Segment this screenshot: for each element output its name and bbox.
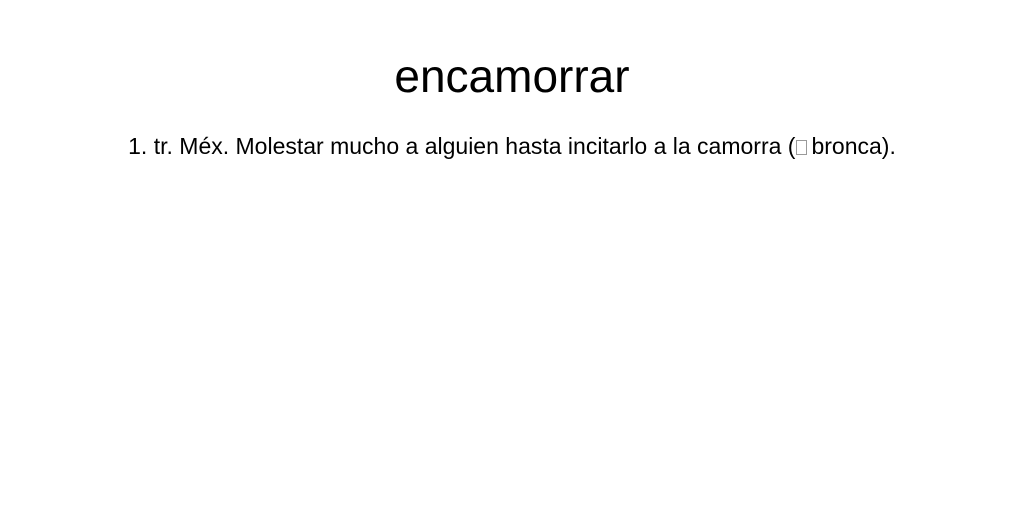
region-abbreviation: Méx. [179,133,230,159]
cross-reference-link[interactable]: bronca [811,133,882,159]
missing-glyph-icon [796,140,807,155]
headword: encamorrar [394,50,630,102]
grammar-abbreviation: tr. [153,133,173,159]
definition-text: Molestar mucho a alguien hasta incitarlo a la camorra ( [235,133,796,159]
sense-definition [0,131,1024,161]
definition-closing: ). [881,133,896,159]
sense-number: 1. [128,133,148,159]
